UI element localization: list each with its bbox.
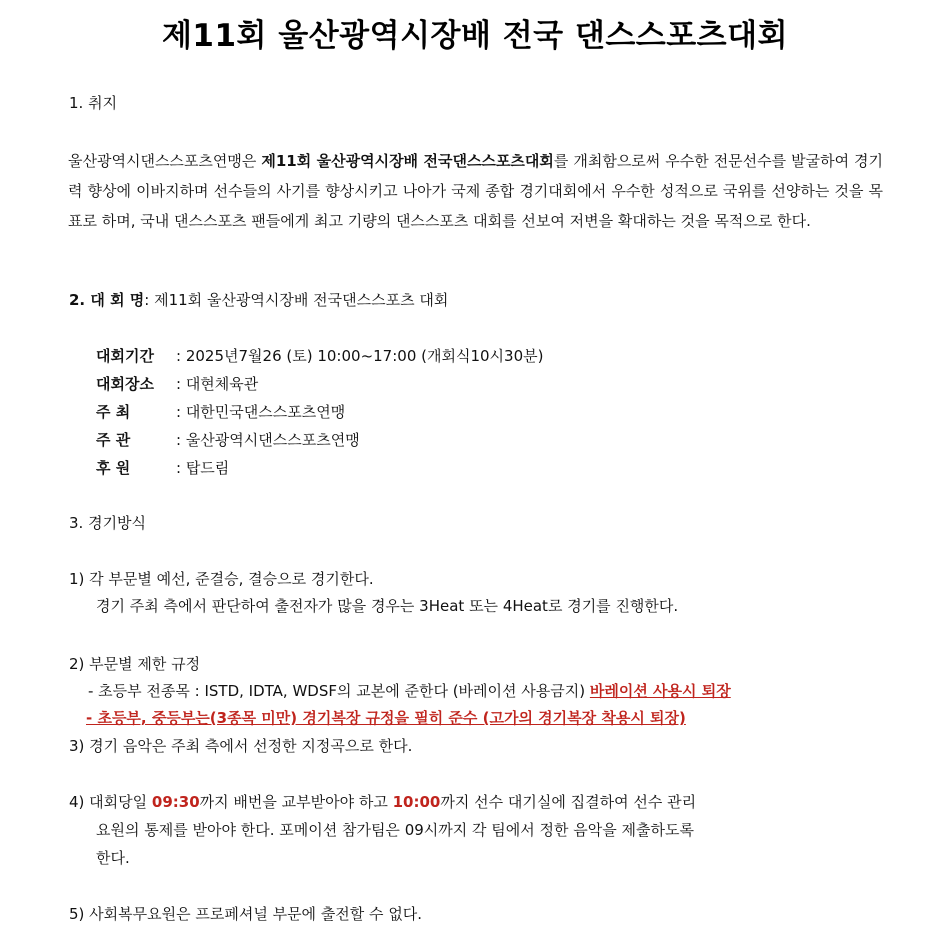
event-name-value: : 제11회 울산광역시장배 전국댄스스포츠 대회 (144, 291, 449, 309)
info-value: : 탑드림 (176, 459, 230, 477)
section3-heading: 3. 경기방식 (69, 514, 147, 532)
rule-2-elementary-text: - 초등부 전종목 : ISTD, IDTA, WDSF의 교본에 준한다 (바레이션 사용금지) (88, 682, 590, 700)
rule-4-line2: 요원의 통제를 받아야 한다. 포메이션 참가팀은 09시까지 각 팀에서 정한 음악을 제출하도록 (96, 821, 694, 839)
document-title: 제11회 울산광역시장배 전국 댄스스포츠대회 (161, 18, 789, 54)
info-value: : 울산광역시댄스스포츠연맹 (176, 431, 360, 449)
rule-1-line2: 경기 주최 측에서 판단하여 출전자가 많을 경우는 3Heat 또는 4Heat로 경기를 진행한다. (96, 597, 679, 615)
info-row-sponsor (96, 458, 229, 478)
info-label: 대회기간 (96, 347, 154, 365)
info-label: 주 최 (96, 403, 131, 421)
purpose-text-rest: 를 개최함으로써 우수한 전문선수를 발굴하여 경기력 향상에 이바지하며 선수들의 사기를 향상시키고 나아가 국제 종합 경기대회에서 우수한 성적으로 국위를 선양하는 것을 목표로 하며, 국내 댄스스포츠 팬들에게 최고 기량의 댄스스포츠 대회를 선보여 저변을 확대하는 것을 목적으로 한다. (68, 152, 884, 230)
info-value: : 대한민국댄스스포츠연맹 (176, 403, 346, 421)
info-value: : 2025년7월26 (토) 10:00~17:00 (개회식10시30분) (176, 347, 544, 365)
rule-5: 5) 사회복무요원은 프로페셔널 부문에 출전할 수 없다. (69, 905, 423, 923)
info-row-host (96, 402, 345, 422)
event-name-label: 2. 대 회 명 (69, 291, 145, 309)
purpose-text-start: 울산광역시댄스스포츠연맹은 (68, 152, 262, 170)
section1-heading: 1. 취지 (69, 94, 118, 112)
rule-2-dress-code: - 초등부, 중등부는(3종목 미만) 경기복장 규정을 필히 준수 (고가의 경기복장 착용시 퇴장) (86, 709, 686, 727)
rule-4-line3: 한다. (96, 849, 130, 867)
info-row-venue (96, 374, 258, 394)
rule-4-text-b: 까지 배번을 교부받아야 하고 (199, 793, 393, 811)
info-value: : 대현체육관 (176, 375, 259, 393)
section2-heading (69, 290, 448, 310)
variation-warning: 바레이션 사용시 퇴장 (589, 682, 731, 700)
rule-4-text-a: 4) 대회당일 (69, 793, 152, 811)
rule-2-elementary (88, 681, 731, 701)
info-label: 후 원 (96, 459, 131, 477)
purpose-paragraph (68, 146, 883, 236)
rule-3: 3) 경기 음악은 주최 측에서 선정한 지정곡으로 한다. (69, 737, 413, 755)
rule-4-line1 (69, 792, 696, 812)
info-label: 주 관 (96, 431, 131, 449)
info-label: 대회장소 (96, 375, 154, 393)
rule-4-text-c: 까지 선수 대기실에 집결하여 선수 관리 (440, 793, 697, 811)
checkin-time: 09:30 (151, 793, 200, 811)
info-row-period (96, 346, 543, 366)
info-row-organizer (96, 430, 360, 450)
purpose-event-name: 제11회 울산광역시장배 전국댄스스포츠대회 (261, 152, 554, 170)
rule-2-title: 2) 부문별 제한 규정 (69, 655, 201, 673)
assembly-time: 10:00 (392, 793, 441, 811)
rule-1-line1: 1) 각 부문별 예선, 준결승, 결승으로 경기한다. (69, 570, 374, 588)
